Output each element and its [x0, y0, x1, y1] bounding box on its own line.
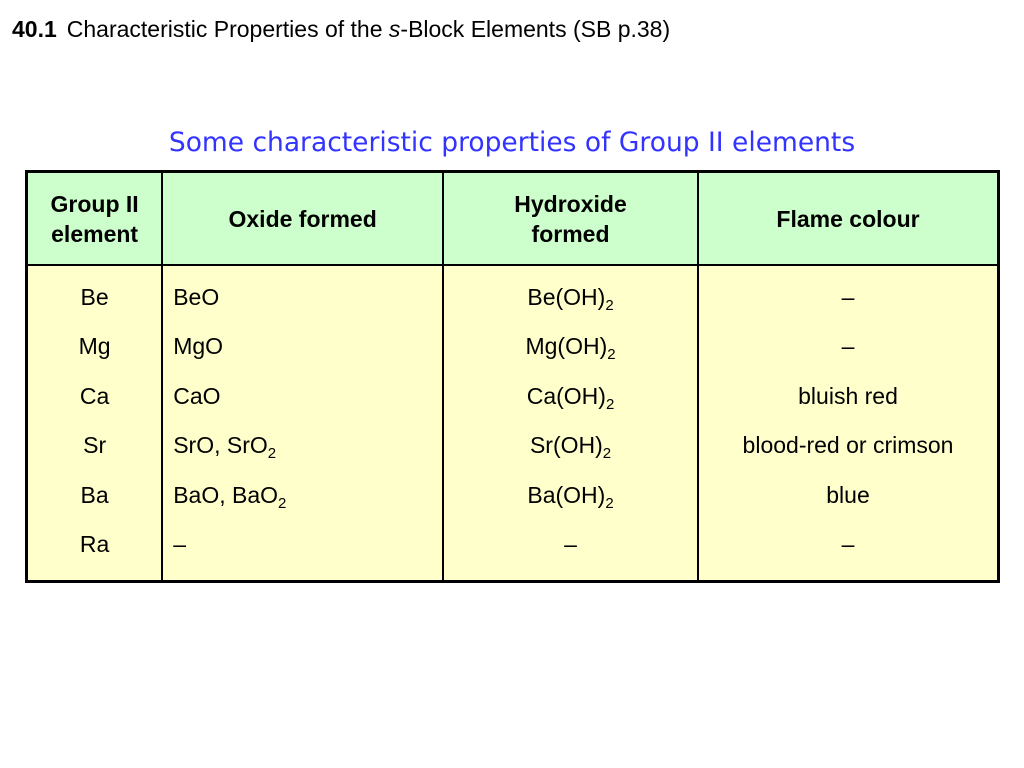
- cell-element: Ca: [27, 372, 163, 422]
- cell-flame: blood-red or crimson: [698, 421, 998, 471]
- table-row: [27, 421, 999, 471]
- table-header-row: [27, 172, 999, 266]
- header-element-line1: Group II: [50, 190, 139, 217]
- cell-oxide: [162, 421, 443, 471]
- cell-flame: blue: [698, 471, 998, 521]
- header-hydroxide: [443, 172, 698, 266]
- cell-hydroxide: [443, 322, 698, 372]
- oxide-text: CaO: [173, 382, 221, 409]
- cell-hydroxide: [443, 421, 698, 471]
- cell-oxide: [162, 520, 443, 581]
- cell-oxide: [162, 265, 443, 322]
- oxide-text: MgO: [173, 333, 224, 360]
- oxide-text: BaO, BaO: [173, 481, 279, 508]
- hydroxide-text: Ca(OH): [526, 382, 606, 409]
- section-number: 40.1: [12, 16, 57, 42]
- cell-flame: –: [698, 265, 998, 322]
- header-oxide: Oxide formed: [162, 172, 443, 266]
- hydroxide-text: Be(OH): [527, 283, 606, 310]
- hydroxide-subscript: 2: [605, 296, 614, 314]
- cell-element: Sr: [27, 421, 163, 471]
- header-flame: Flame colour: [698, 172, 998, 266]
- header-title-italic: s: [388, 16, 401, 42]
- hydroxide-subscript: 2: [605, 494, 614, 512]
- oxide-text: –: [173, 531, 187, 558]
- slide-header: [12, 16, 670, 43]
- table-row: [27, 322, 999, 372]
- cell-element: Mg: [27, 322, 163, 372]
- cell-hydroxide: [443, 265, 698, 322]
- properties-table: [25, 170, 1000, 583]
- header-hydroxide-line1: Hydroxide: [514, 190, 627, 217]
- cell-oxide: [162, 372, 443, 422]
- oxide-text: SrO, SrO: [173, 432, 268, 459]
- oxide-text: BeO: [173, 283, 220, 310]
- cell-hydroxide: [443, 471, 698, 521]
- hydroxide-text: Mg(OH): [525, 333, 608, 360]
- table-caption: Some characteristic properties of Group II elements: [168, 127, 856, 158]
- table-row: [27, 265, 999, 322]
- hydroxide-text: –: [564, 531, 577, 558]
- hydroxide-text: Ba(OH): [527, 481, 606, 508]
- cell-flame: –: [698, 520, 998, 581]
- header-title-part2: -Block Elements (SB p.38): [400, 16, 671, 42]
- table-row: [27, 471, 999, 521]
- cell-flame: –: [698, 322, 998, 372]
- cell-element: Be: [27, 265, 163, 322]
- table-row: [27, 372, 999, 422]
- cell-hydroxide: [443, 372, 698, 422]
- cell-hydroxide: [443, 520, 698, 581]
- oxide-subscript: 2: [267, 445, 277, 463]
- hydroxide-subscript: 2: [607, 346, 616, 364]
- cell-oxide: [162, 322, 443, 372]
- cell-element: Ra: [27, 520, 163, 581]
- cell-oxide: [162, 471, 443, 521]
- oxide-subscript: 2: [278, 494, 287, 512]
- header-element: [27, 172, 163, 266]
- header-element-line2: element: [51, 220, 139, 247]
- table-row: [27, 520, 999, 581]
- header-title-part1: Characteristic Properties of the: [66, 16, 389, 42]
- hydroxide-subscript: 2: [605, 395, 615, 413]
- hydroxide-subscript: 2: [602, 445, 612, 463]
- header-hydroxide-line2: formed: [531, 220, 610, 247]
- cell-element: Ba: [27, 471, 163, 521]
- hydroxide-text: Sr(OH): [529, 432, 603, 459]
- cell-flame: bluish red: [698, 372, 998, 422]
